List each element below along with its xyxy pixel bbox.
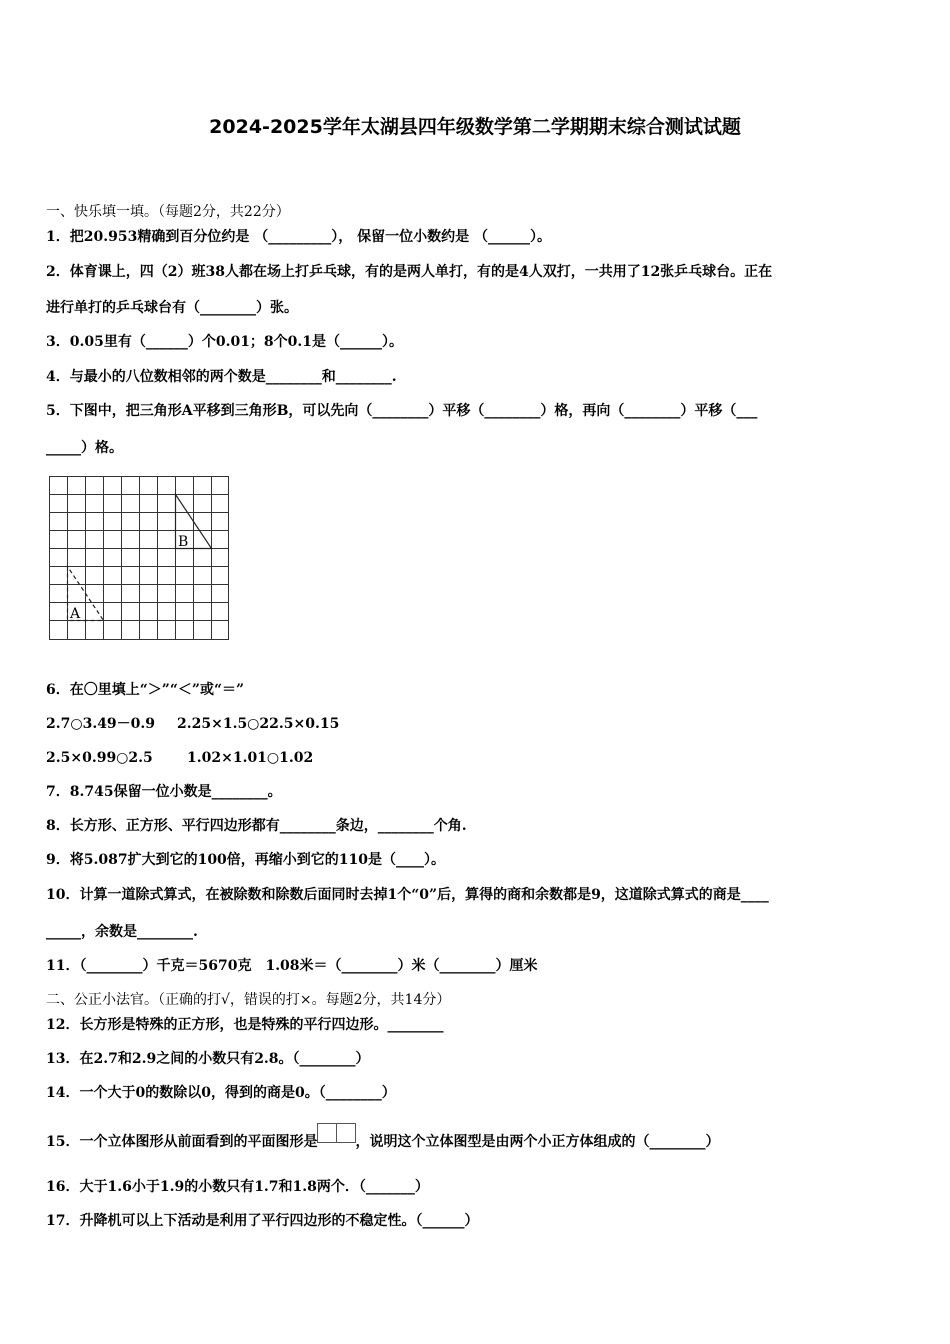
question-12: 12．长方形是特殊的正方形，也是特殊的平行四边形。________ [46,1017,444,1033]
question-10-line-2: _____，余数是________. [46,924,198,940]
question-15 [46,1129,719,1155]
triangle-b-label: B [178,534,189,550]
question-5-line-1: 5．下图中，把三角形A平移到三角形B，可以先向（________）平移（________）格，再向（________）平移（___ [46,403,758,419]
two-squares-icon [317,1123,355,1149]
section-1-heading: 一、快乐填一填。（每题2分，共22分） [46,204,290,220]
question-6-row-1b: 2.25×1.5○22.5×0.15 [177,716,340,732]
question-10-line-1: 10．计算一道除式算式，在被除数和除数后面同时去掉1个“0”后，算得的商和余数都是9，这道除式算式的商是____ [46,887,769,903]
section-2-heading: 二、公正小法官。（正确的打√，错误的打×。每题2分，共14分） [46,992,451,1008]
question-5-line-2: _____）格。 [46,440,123,456]
question-3: 3．0.05里有（______）个0.01；8个0.1是（______）。 [46,334,404,350]
question-11: 11．（________）千克＝5670克 1.08米＝（________）米（________）厘米 [46,958,538,974]
question-1: 1．把20.953精确到百分位约是 （_________）， 保留一位小数约是 （______）。 [46,229,551,245]
question-17: 17．升降机可以上下活动是利用了平行四边形的不稳定性。（______） [46,1213,479,1229]
question-14: 14．一个大于0的数除以0，得到的商是0。（________） [46,1085,396,1101]
question-16: 16．大于1.6小于1.9的小数只有1.7和1.8两个．（_______） [46,1179,429,1195]
question-6: 6．在〇里填上“＞”“＜”或“＝” [46,682,245,698]
triangle-a-label: A [70,606,81,622]
question-6-row-2a: 2.5×0.99○2.5 [46,750,153,766]
question-15-part-1: 15．一个立体图形从前面看到的平面图形是 [46,1134,318,1150]
question-6-row-2b: 1.02×1.01○1.02 [187,750,314,766]
question-15-part-2: ，说明这个立体图型是由两个小正方体组成的（________） [355,1134,720,1150]
question-13: 13．在2.7和2.9之间的小数只有2.8。（________） [46,1051,370,1067]
question-2-line-2: 进行单打的乒乓球台有（________）张。 [46,300,298,316]
translation-grid-figure [49,476,229,640]
question-7: 7．8.745保留一位小数是________。 [46,784,282,800]
question-2-line-1: 2．体育课上，四（2）班38人都在场上打乒乓球，有的是两人单打，有的是4人双打，一共用了12张乒乓球台。正在 [46,264,773,280]
question-8: 8．长方形、正方形、平行四边形都有________条边，________个角. [46,818,467,834]
question-4: 4．与最小的八位数相邻的两个数是________和________. [46,369,397,385]
question-6-row-1a: 2.7○3.49－0.9 [46,716,156,732]
grid-svg [49,476,229,640]
page-title: 2024-2025学年太湖县四年级数学第二学期期末综合测试试题 [209,116,741,138]
question-9: 9．将5.087扩大到它的100倍，再缩小到它的110是（____）。 [46,852,446,868]
